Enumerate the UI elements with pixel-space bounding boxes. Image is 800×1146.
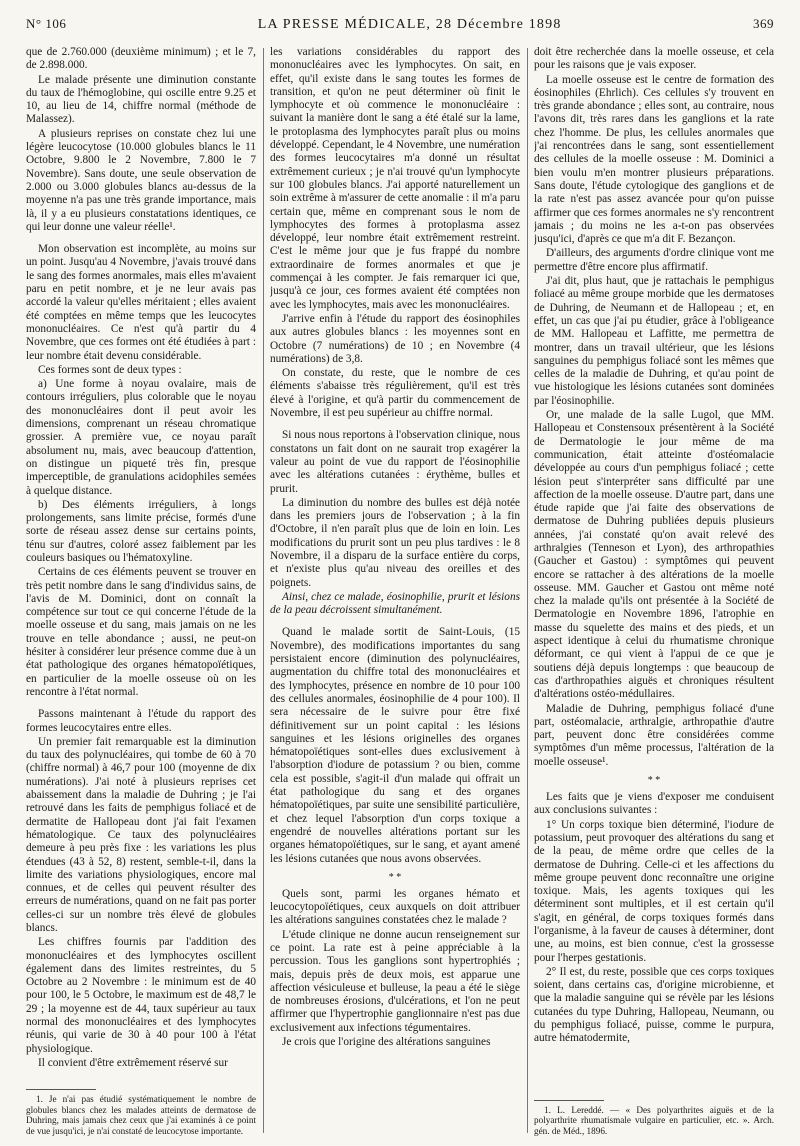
paragraph: Mon observation est incomplète, au moins sur un point. Jusqu'au 4 Novembre, j'avais trouvé dans le sang des formes anormales, mais elles m'avaient paru en petit nombre, et je ne leur avais pas accordé la valeur qu'elles méritaient ; elles avaient été comptées en même temps que les leucocytes mononucléaires. Ce n'est qu'à partir du 4 Novembre, que ces formes ont été étudiées à part : leur nombre était devenu considérable. — [26, 243, 256, 362]
footnote: 1. Je n'ai pas étudié systématiquement le nombre de globules blancs chez les malades atteints de dermatose de Duhring, mais jamais chez ceux que j'ai examinés à ce point de vue jusqu'ici, je n'ai constaté de leucocytose importante. — [26, 1094, 256, 1136]
paragraph: Le malade présente une diminution constante du taux de l'hémoglobine, qui oscille entre 9.25 et 10, au lieu de 14, chiffre normal (méthode de Malassez). — [26, 73, 256, 126]
paragraph: A plusieurs reprises on constate chez lui une légère leucocytose (10.000 globules blancs le 11 Octobre, 9.800 le 2 Novembre, 7.800 le 7 Novembre). Sans doute, une seule observation de 2.000 ou 3.000 globules blancs au-dessus de la moyenne n'a pas une très grande importance, mais là, il y a eu plusieurs constatations identiques, ce qui leur donne une valeur réelle¹. — [26, 127, 256, 233]
paragraph: Maladie de Duhring, pemphigus foliacé d'une part, ostéomalacie, arthralgie, arthropathie d'autre part, peuvent donc être considérées comme symptômes d'un même processus, l'altération de la moelle osseuse¹. — [534, 702, 774, 768]
footnote-area — [534, 1090, 774, 1137]
column-divider — [263, 48, 264, 1133]
column-divider — [527, 48, 528, 1133]
issue-number: N° 106 — [26, 16, 67, 31]
paragraph: Or, une malade de la salle Lugol, que MM. Hallopeau et Constensoux présentèrent à la Société de Dermatologie le jour même de ma communication, était atteinte d'ostéomalacie développée au cours d'un pemphigus foliacé ; cette lésion peut s'interpréter sans difficulté par une affection de la moelle osseuse. D'autre part, dans une étude rapide que j'ai faite des observations de dermatose de Duhring publiées depuis plusieurs années, j'ai constaté qu'on avait relevé des arthralgies (Tenneson et Lyon), des arthropathies (Gaucher et Gastou) : symptômes qui peuvent encore se rattacher à des altérations de la moelle osseuse. MM. Gaucher et Gastou ont même noté chez la malade qu'ils ont présentée à la Société de Dermatologie en Novembre 1896, l'atrophie en masse du squelette des mains et des pieds, et un aspect identique à celui du rhumatisme chronique déformant, ce qui vient à l'appui de ce que je soutiens déjà depuis longtemps : que beaucoup de cas d'arthropathies aiguës et chroniques résultent d'altérations ostéo-médullaires. — [534, 409, 774, 701]
paragraph: Ainsi, chez ce malade, éosinophilie, prurit et lésions de la peau décroissent simultanément. — [270, 590, 520, 617]
paragraph: a) Une forme à noyau ovalaire, mais de contours irréguliers, plus colorable que le noyau des mononucléaires dont il peut avoir les dimensions, comprenant un réseau chromatique grossier. A première vue, ce noyau paraît absolument nu, mais, avec beaucoup d'attention, on distingue un piqueté très fin, presque imperceptible, de granulations acidophiles semées à quelque distance. — [26, 378, 256, 497]
paragraph: 2° Il est, du reste, possible que ces corps toxiques soient, dans certains cas, d'origine microbienne, et que la maladie sanguine qui se révèle par les lésions cutanées du type Duhring, Hallopeau, Neumann, ou du pemphigus foliacé, puisse, comme le purpura, autre hématodermite, — [534, 965, 774, 1045]
column-right — [534, 46, 774, 1136]
footnote-rule — [26, 1089, 96, 1090]
paragraph: On constate, du reste, que le nombre de ces éléments s'abaisse très régulièrement, qu'il est très élevé à l'origine, et qu'à partir du commencement de Novembre, il est peu supérieur au chiffre normal. — [270, 367, 520, 420]
paragraph: Passons maintenant à l'étude du rapport des formes leucocytaires entre elles. — [26, 708, 256, 734]
paragraph: Quels sont, parmi les organes hémato et leucocytopoïétiques, ceux auxquels on doit attribuer les altérations sanguines constatées chez le malade ? — [270, 887, 520, 927]
paragraph: Quand le malade sortit de Saint-Louis, (15 Novembre), des modifications importantes du sang persistaient encore (diminution des polynucléaires, augmentation du chiffre total des mononucléaires et des lymphocytes, présence en nombre de 10 pour 100 des cellules anormales, éosinophilie de 4 pour 100). Il sera nécessaire de le suivre pour être fixé définitivement sur un point capital : les lésions sanguines et les lésions originelles des organes hématopoïétiques sont-elles dues exclusivement à l'absorption d'iodure de potassium ? ou bien, comme cela est possible, s'agit-il d'un malade qui offrait un état pathologique du sang et des organes hématopoïétiques, par suite une sensibilité particulière, et chez lequel l'absorption d'un corps toxique a engendré de nouvelles altérations portant sur les organes hématopoïétiques, sur le sang, et ayant amené les lésions cutanées que nous avons observées. — [270, 626, 520, 865]
paragraph: Les chiffres fournis par l'addition des mononucléaires et des lymphocytes oscillent également dans des limites restreintes, du 5 Octobre au 2 Novembre : le minimum est de 40 pour 100, le 5 Octobre, le maximum est de 48,7 le 29 ; la moyenne est de 44, taux supérieur au taux normal des mononucléaires et des lymphocytes réunis, qui varie de 30 à 40 pour 100 à l'état physiologique. — [26, 936, 256, 1055]
paragraph: 1° Un corps toxique bien déterminé, l'iodure de potassium, peut provoquer des altérations du sang et de la peau, de même ordre que celles de la dermatose de Duhring. Celle-ci et les affections du même groupe peuvent donc reconnaître une origine toxique. Mais, les agents toxiques qui les déterminent sont multiples, et il est certain qu'il s'agit, en général, de corps toxiques formés dans l'organisme, à la faveur de causes à déterminer, dont une, au moins, est bien connue, c'est la grossesse pour l'herpes gestationis. — [534, 818, 774, 964]
footnote-rule — [534, 1100, 604, 1101]
paragraph: que de 2.760.000 (deuxième minimum) ; et le 7, de 2.898.000. — [26, 46, 256, 72]
column-middle — [270, 46, 520, 1136]
page-header — [26, 16, 774, 36]
paragraph: J'arrive enfin à l'étude du rapport des éosinophiles aux autres globules blancs : les moyennes sont en Octobre (7 numérations) de 10 ; en Novembre (4 numérations) de 3,8. — [270, 312, 520, 365]
paragraph: b) Des éléments irréguliers, à longs prolongements, sans limite précise, formés d'une sorte de réseau assez dense sur certains points, ténu sur d'autres, coloré assez faiblement par les couleurs basiques ou l'hématoxyline. — [26, 498, 256, 564]
paragraph: La moelle osseuse est le centre de formation des éosinophiles (Ehrlich). Ces cellules s'y trouvent en très grande abondance ; elles sont, au contraire, nous l'avons dit, très rares dans les ganglions et la rate chez l'homme. De plus, les cellules anormales que j'ai rencontrées dans le sang, sont essentiellement des cellules de la moelle osseuse : M. Dominici a bien voulu m'en montrer plusieurs préparations. Sans doute, l'étude cytologique des ganglions et de la rate n'est pas assez avancée pour qu'on puisse affirmer que ces formes anormales ne s'y rencontrent jamais ; du moins ne les a-t-on pas observées jusqu'ici, d'après ce que m'a dit F. Bezançon. — [534, 73, 774, 246]
paragraph: Ces formes sont de deux types : — [38, 363, 182, 376]
footnote-area — [26, 1079, 256, 1136]
paragraph: Je crois que l'origine des altérations sanguines — [282, 1036, 491, 1049]
paragraph: J'ai dit, plus haut, que je rattachais le pemphigus foliacé au même groupe morbide que les dermatoses de Duhring, de Neumann et de Hallopeau ; et, en effet, un cas que j'ai pu étudier, grâce à l'obligeance de MM. Hallopeau et Laffitte, me permettra de montrer, dans un travail ultérieur, que les lésions sanguines du pemphigus foliacé sont les mêmes que celles de la maladie de Duhring, et qu'au point de vue histologique les lésions cutanées sont dominées par l'éosinophilie. — [534, 275, 774, 407]
journal-title: LA PRESSE MÉDICALE, 28 Décembre 1898 — [257, 17, 562, 32]
paragraph: Les faits que je viens d'exposer me conduisent aux conclusions suivantes : — [534, 791, 774, 817]
page-number: 369 — [752, 16, 774, 31]
paragraph: doit être recherchée dans la moelle osseuse, et cela pour les raisons que je vais exposer. — [534, 46, 774, 72]
article-body — [26, 46, 774, 1136]
paragraph: D'ailleurs, des arguments d'ordre clinique vont me permettre d'être encore plus affirmatif. — [534, 247, 774, 273]
column-left — [26, 46, 256, 1136]
paragraph: Un premier fait remarquable est la diminution du taux des polynucléaires, qui tombe de 60 à 70 (chiffre normal) à 46,7 pour 100 (moyenne de dix numérations). J'ai noté à plusieurs reprises cet abaissement dans la maladie de Duhring ; je l'ai retrouvé dans les faits de pemphigus foliacé et de dermatite de Hallopeau dont j'ai fait l'examen hématologique. Ce taux des polynucléaires demeure à peu près fixe : les variations les plus étendues (43 à 52, 8) restent, semble-t-il, dans la limite des variations physiologiques, encore mal connues, et de celles qui peuvent résulter des erreurs de numérations, quand on ne fait pas porter celles-ci sur un nombre très élevé de globules blancs. — [26, 735, 256, 934]
section-separator: * * — [647, 775, 661, 787]
paragraph: La diminution du nombre des bulles est déjà notée dans les premiers jours de l'observation ; à la fin d'Octobre, il n'en paraît plus que de loin en loin. Les modifications du prurit sont un peu plus tardives : le 8 Novembre, il a disparu de la surface entière du corps, et n'existe plus qu'au niveau des oreilles et des poignets. — [270, 496, 520, 589]
paragraph: L'étude clinique ne donne aucun renseignement sur ce point. La rate est à peine appréciable à la percussion. Tous les ganglions sont hypertrophiés ; mais, depuis près de deux mois, est apparue une affection vésiculeuse et bulleuse, la peau a été le siège de nombreuses érosions, d'ulcérations, et l'on ne peut affirmer que l'hypertrophie ganglionnaire n'est pas due exclusivement aux infections tégumentaires. — [270, 928, 520, 1034]
section-separator: * * — [388, 871, 402, 883]
paragraph: les variations considérables du rapport des mononucléaires avec les lymphocytes. On sait, en effet, qu'il existe dans le sang toutes les formes de transition, et qu'on ne peut déterminer où finit le lymphocyte et où commence le mononucléaire : suivant la manière dont le sang a été étalé sur la lame, le protoplasma des lymphocytes paraît plus ou moins développé. Cependant, le 4 Novembre, une numération des formes leucocytaires m'a donné un résultat extrêmement curieux ; je n'ai trouvé qu'un lymphocyte sur 100 globules blancs. J'ai apporté naturellement un soin extrême à m'assurer de cette anomalie : il m'a paru certain que, même en comprenant sous le nom de lymphocytes des formes à protoplasma assez développé, leur nombre était extrêmement restreint. C'est le même jour que je fus frappé du nombre extraordinaire de formes anormales et que je commençai à les compter. Je fais remarquer ici que, jusqu'à ce jour, ces formes avaient été comptées non avec les lymphocytes, mais avec les mononucléaires. — [270, 46, 520, 311]
footnote: 1. L. Lereddé. — « Des polyarthrites aiguës et de la polyarthrite rhumatismale vulgaire en particulier, etc. ». Arch. gén. de Méd., 1896. — [534, 1104, 774, 1136]
paragraph: Si nous nous reportons à l'observation clinique, nous constatons un fait dont on ne saurait trop exagérer la valeur au point de vue du rapport de l'éosinophilie avec les altérations cutanées : érythème, bulles et prurit. — [270, 429, 520, 495]
paragraph: Certains de ces éléments peuvent se trouver en très petit nombre dans le sang d'individus sains, de l'avis de M. Dominici, dont on connaît la compétence sur tout ce qui concerne l'étude de la moelle osseuse et du sang, mais jamais on ne les trouve en telle abondance ; aussi, ne peut-on hésiter à considérer leur présence comme due à un état pathologique des organes hématopoïétiques, en particulier de la moelle osseuse où on les rencontre à l'état normal. — [26, 566, 256, 698]
paragraph: Il convient d'être extrêmement réservé sur — [38, 1056, 228, 1069]
